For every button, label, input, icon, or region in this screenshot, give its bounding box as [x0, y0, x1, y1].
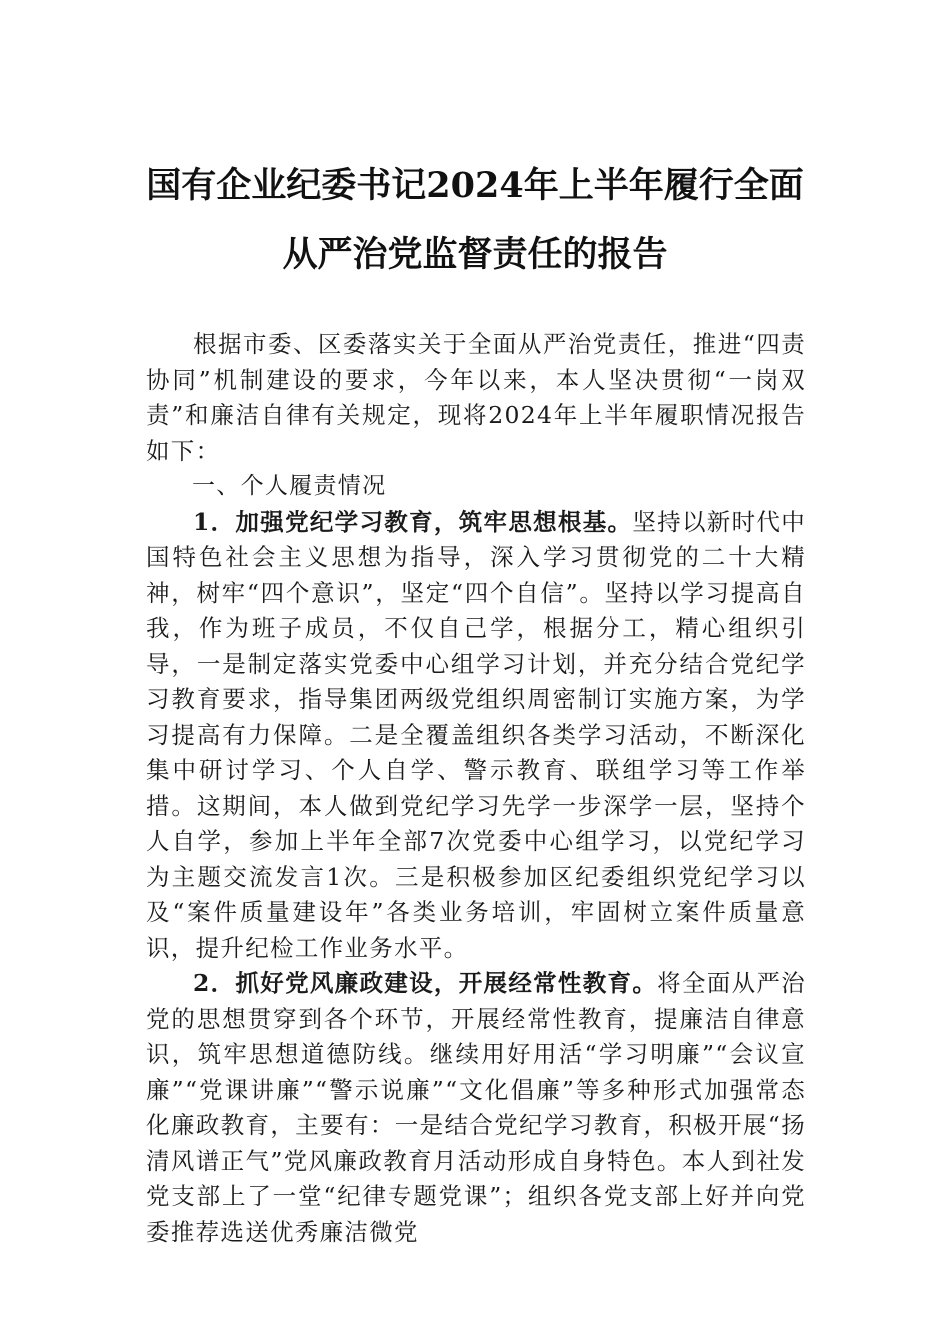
- item-1-lead: 1．加强党纪学习教育，筑牢思想根基。: [193, 507, 633, 536]
- item-2-body: 将全面从严治党的思想贯穿到各个环节，开展经常性教育，提廉洁自律意识，筑牢思想道德防线。继续用好用活“学习明廉”“会议宣廉”“党课讲廉”“警示说廉”“文化倡廉”等多种形式加强常态化廉政教育，主要有：一是结合党纪学习教育，积极开展“扬清风谱正气”党风廉政教育月活动形成自身特色。本人到社发党支部上了一堂“纪律专题党课”；组织各党支部上好并向党委推荐选送优秀廉洁微党: [146, 969, 806, 1246]
- item-2-paragraph: [146, 966, 806, 1250]
- item-1-body: 坚持以新时代中国特色社会主义思想为指导，深入学习贯彻党的二十大精神，树牢“四个意识”，坚定“四个自信”。坚持以学习提高自我，作为班子成员，不仅自己学，根据分工，精心组织引导，一是制定落实党委中心组学习计划，并充分结合党纪学习教育要求，指导集团两级党组织周密制订实施方案，为学习提高有力保障。二是全覆盖组织各类学习活动，不断深化集中研讨学习、个人自学、警示教育、联组学习等工作举措。这期间，本人做到党纪学习先学一步深学一层，坚持个人自学，参加上半年全部7次党委中心组学习，以党纪学习为主题交流发言1次。三是积极参加区纪委组织党纪学习以及“案件质量建设年”各类业务培训，牢固树立案件质量意识，提升纪检工作业务水平。: [146, 507, 806, 962]
- document-title-line-2: 从严治党监督责任的报告: [282, 234, 668, 275]
- item-1-paragraph: [146, 505, 806, 967]
- document-title-line-1: 国有企业纪委书记2024年上半年履行全面: [146, 165, 804, 206]
- item-2-lead: 2．抓好党风廉政建设，开展经常性教育。: [193, 969, 658, 997]
- document-body: [146, 327, 806, 1250]
- section-heading-personal-duty: 一、个人履责情况: [192, 473, 387, 499]
- intro-paragraph: 根据市委、区委落实关于全面从严治党责任，推进“四责协同”机制建设的要求，今年以来，本人坚决贯彻“一岗双责”和廉洁自律有关规定，现将2024年上半年履职情况报告如下：: [146, 330, 806, 465]
